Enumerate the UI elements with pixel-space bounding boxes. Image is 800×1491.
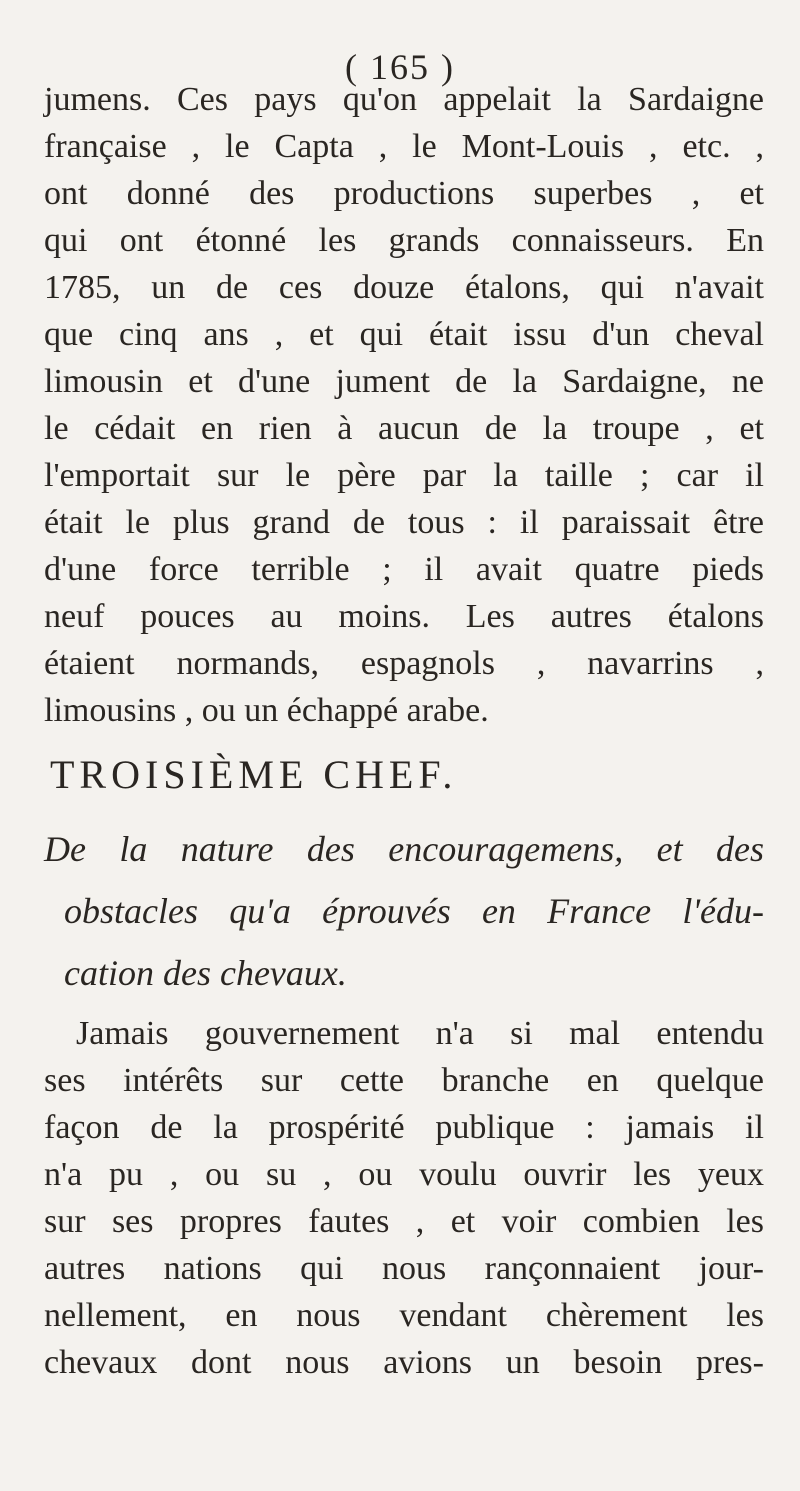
subtitle-line: De la nature des encouragemens, et des: [44, 829, 764, 869]
text-line: le cédait en rien à aucun de la troupe , et: [44, 410, 764, 447]
paragraph-1: [44, 76, 764, 734]
text-line: était le plus grand de tous : il paraissait être: [44, 504, 764, 541]
text-line: n'a pu , ou su , ou voulu ouvrir les yeux: [44, 1156, 764, 1193]
text-line: 1785, un de ces douze étalons, qui n'avait: [44, 269, 764, 306]
text-line: autres nations qui nous rançonnaient jour-: [44, 1250, 764, 1287]
text-line: neuf pouces au moins. Les autres étalons: [44, 598, 764, 635]
text-line: ont donné des productions superbes , et: [44, 175, 764, 212]
text-line: Jamais gouvernement n'a si mal entendu: [76, 1015, 764, 1052]
chapter-heading: TROISIÈME CHEF.: [50, 752, 458, 797]
text-line: d'une force terrible ; il avait quatre pieds: [44, 551, 764, 588]
text-line: ses intérêts sur cette branche en quelque: [44, 1062, 764, 1099]
text-line: sur ses propres fautes , et voir combien les: [44, 1203, 764, 1240]
text-line: étaient normands, espagnols , navarrins ,: [44, 645, 764, 682]
text-line: limousin et d'une jument de la Sardaigne, ne: [44, 363, 764, 400]
text-line: nellement, en nous vendant chèrement les: [44, 1297, 764, 1334]
paragraph-2: [44, 1010, 764, 1386]
text-line: façon de la prospérité publique : jamais il: [44, 1109, 764, 1146]
chapter-subtitle: [44, 818, 764, 1004]
text-line: française , le Capta , le Mont-Louis , etc. ,: [44, 128, 764, 165]
text-line: qui ont étonné les grands connaisseurs. En: [44, 222, 764, 259]
subtitle-line: obstacles qu'a éprouvés en France l'édu-: [64, 891, 764, 931]
text-line: limousins , ou un échappé arabe.: [44, 692, 489, 729]
text-line: que cinq ans , et qui était issu d'un cheval: [44, 316, 764, 353]
text-line: l'emportait sur le père par la taille ; car il: [44, 457, 764, 494]
subtitle-line: cation des chevaux.: [64, 953, 347, 993]
text-line: jumens. Ces pays qu'on appelait la Sardaigne: [44, 81, 764, 118]
text-line: chevaux dont nous avions un besoin pres-: [44, 1344, 764, 1381]
page-number: ( 165 ): [345, 47, 455, 87]
